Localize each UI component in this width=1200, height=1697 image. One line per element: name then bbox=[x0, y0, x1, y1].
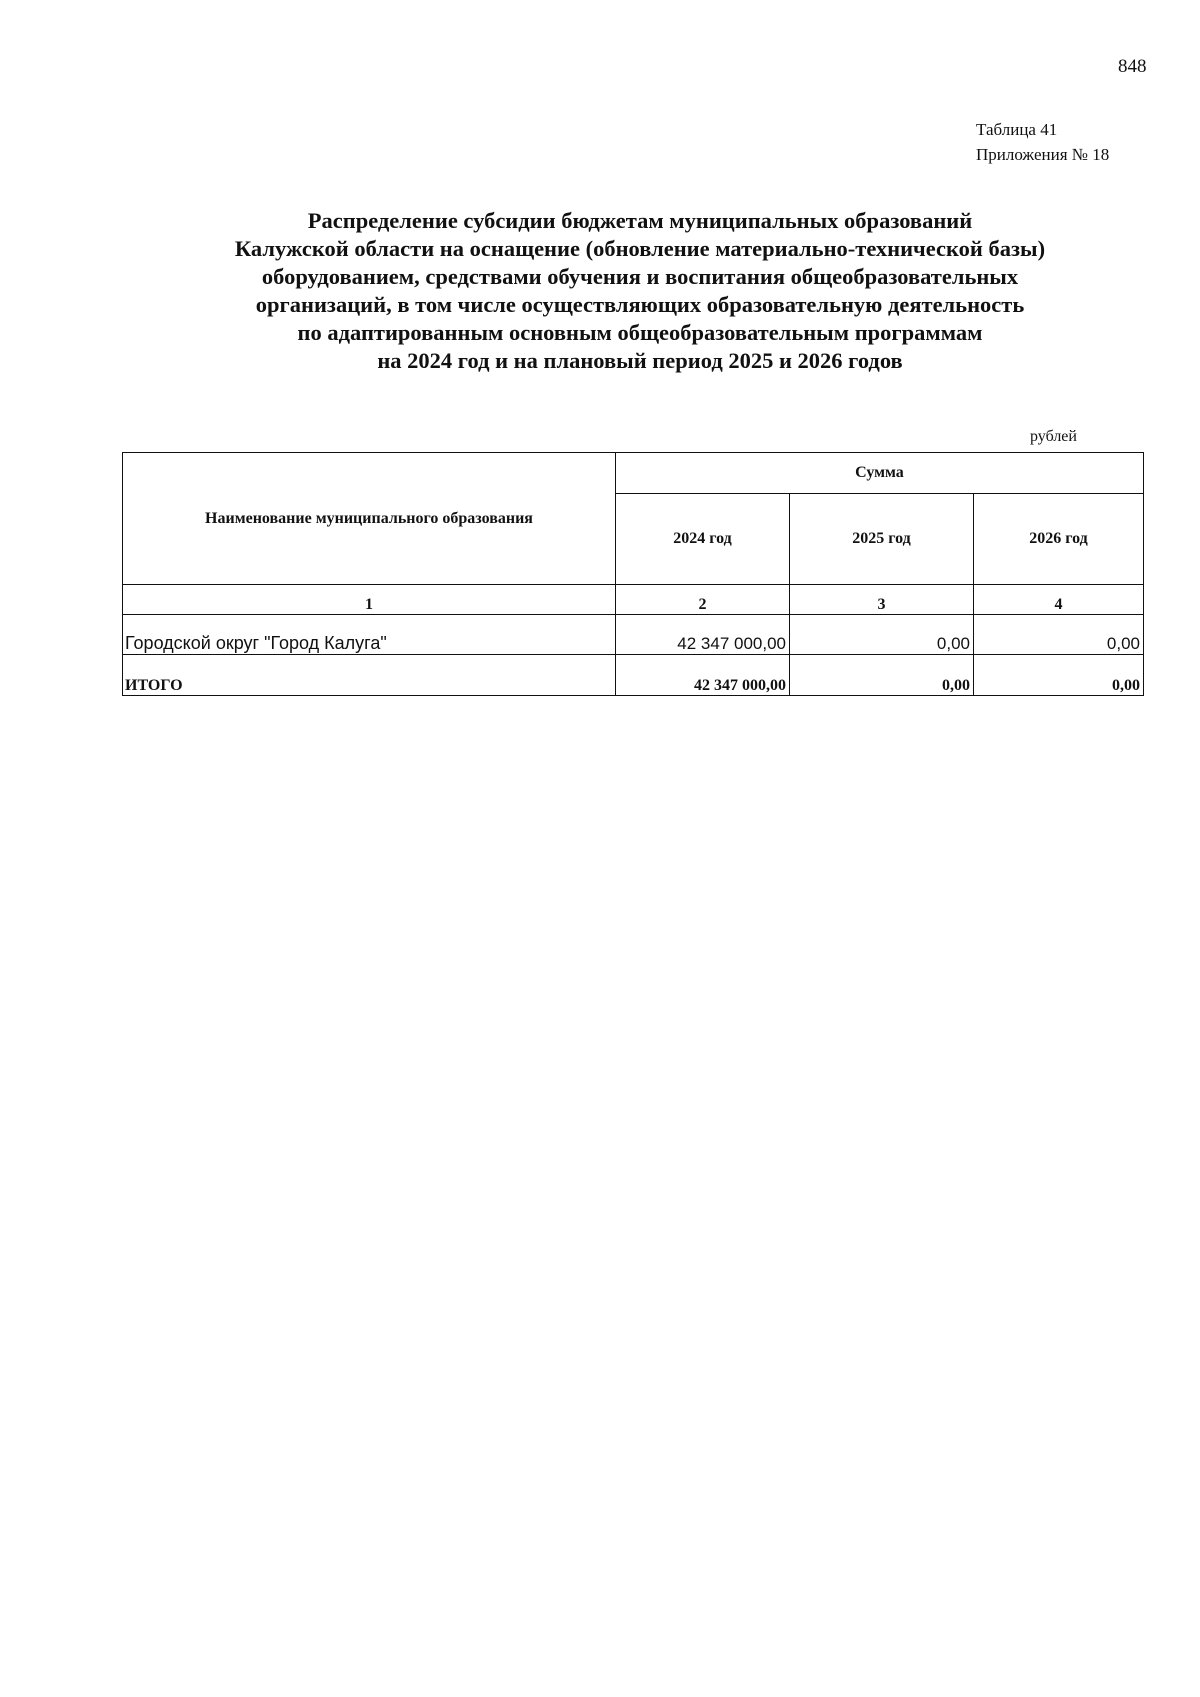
header-municipality-name: Наименование муниципального образования bbox=[123, 453, 616, 585]
amount-2026-cell: 0,00 bbox=[974, 615, 1144, 655]
header-year-2026: 2026 год bbox=[974, 494, 1144, 585]
distribution-table bbox=[122, 452, 1144, 696]
header-sum: Сумма bbox=[616, 453, 1144, 494]
column-number: 4 bbox=[974, 585, 1144, 615]
title-line: Распределение субсидии бюджетам муниципальных образований bbox=[307, 208, 973, 233]
title-line: организаций, в том числе осуществляющих образовательную деятельность bbox=[255, 292, 1025, 317]
page-number: 848 bbox=[1118, 56, 1147, 77]
amount-2024-cell: 42 347 000,00 bbox=[616, 615, 790, 655]
column-number: 1 bbox=[123, 585, 616, 615]
total-2026-cell: 0,00 bbox=[974, 655, 1144, 696]
column-number: 2 bbox=[616, 585, 790, 615]
column-number: 3 bbox=[790, 585, 974, 615]
title-line: на 2024 год и на плановый период 2025 и 2026 годов bbox=[377, 348, 903, 373]
total-label-cell: ИТОГО bbox=[123, 655, 616, 696]
table-row bbox=[123, 615, 1144, 655]
table-caption bbox=[976, 117, 1109, 167]
header-year-2024: 2024 год bbox=[616, 494, 790, 585]
title-line: по адаптированным основным общеобразовательным программам bbox=[297, 320, 983, 345]
caption-appendix-number: Приложения № 18 bbox=[976, 145, 1110, 164]
title-line: оборудованием, средствами обучения и воспитания общеобразовательных bbox=[261, 264, 1019, 289]
total-row bbox=[123, 655, 1144, 696]
units-label: рублей bbox=[1030, 428, 1077, 445]
title-line: Калужской области на оснащение (обновление материально-технической базы) bbox=[234, 236, 1046, 261]
document-title bbox=[130, 207, 1150, 375]
total-2024-cell: 42 347 000,00 bbox=[616, 655, 790, 696]
table-header-row bbox=[123, 453, 1144, 494]
amount-2025-cell: 0,00 bbox=[790, 615, 974, 655]
header-year-2025: 2025 год bbox=[790, 494, 974, 585]
column-number-row bbox=[123, 585, 1144, 615]
municipality-name-cell: Городской округ "Город Калуга" bbox=[123, 615, 616, 655]
total-2025-cell: 0,00 bbox=[790, 655, 974, 696]
caption-table-number: Таблица 41 bbox=[976, 120, 1058, 139]
